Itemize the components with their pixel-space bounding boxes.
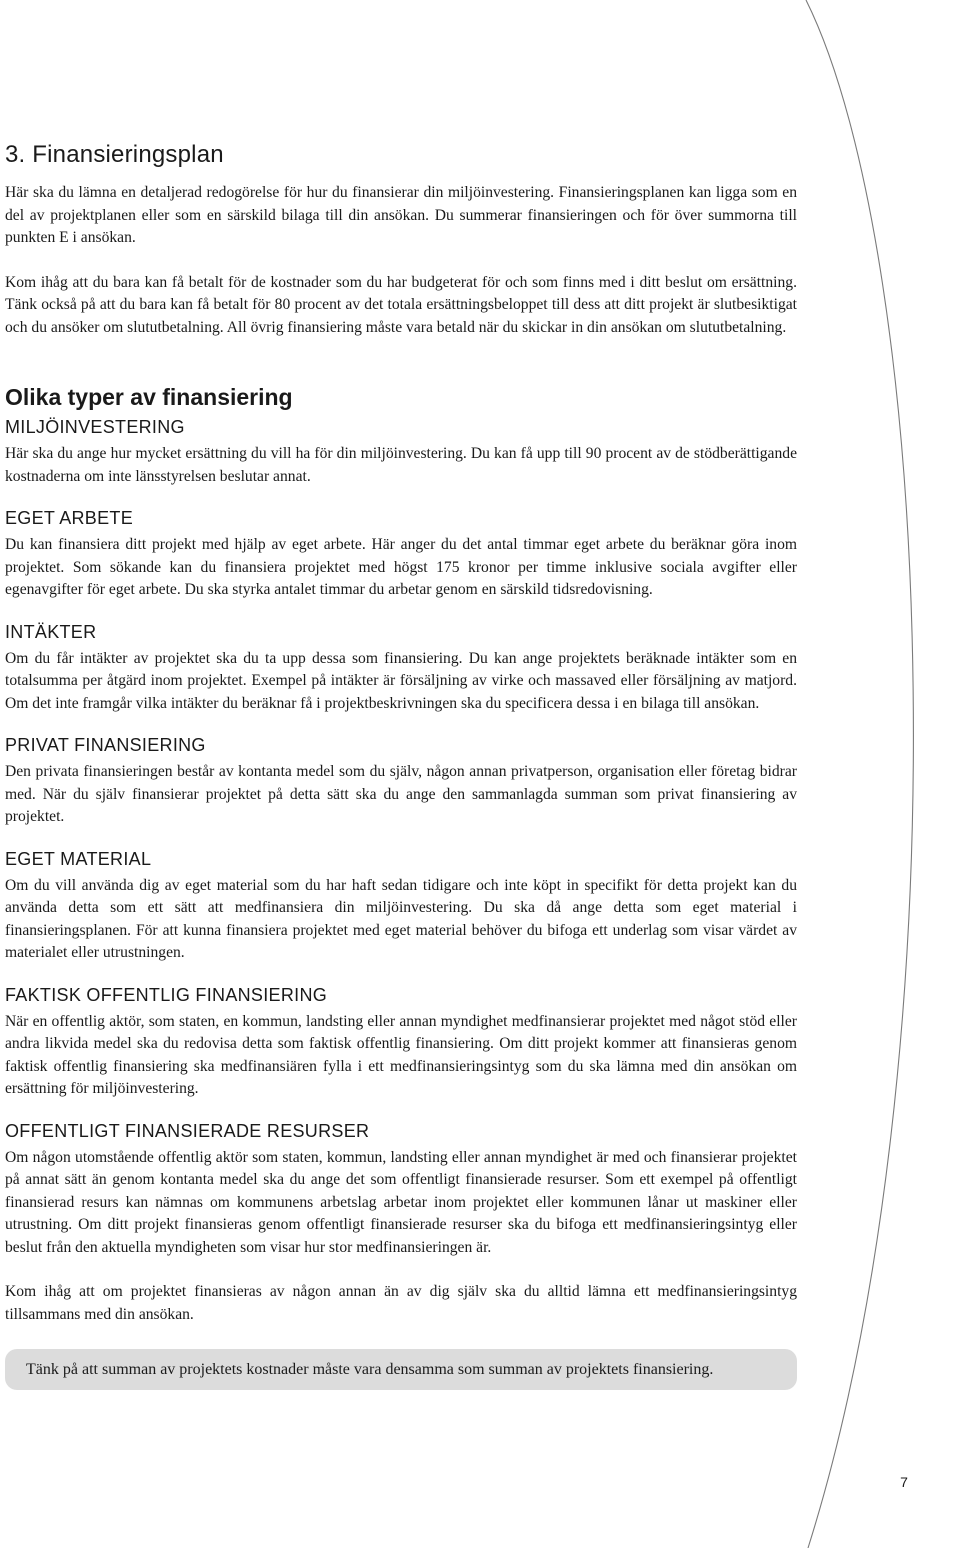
subsection-paragraph: Du kan finansiera ditt projekt med hjälp av eget arbete. Här anger du det antal timmar eget arbete du beräknar göra inom projektet. Som sökande kan du finansiera projektet med högst 175 kronor per timme inklusive sociala avgifter eller egenavgifter för eget arbete. Du ska styrka antalet timmar du arbetar genom en särskild tidsredovisning. (5, 536, 797, 598)
note-text: Tänk på att summan av projektets kostnader måste vara densamma som summan av projektets finansiering. (26, 1361, 714, 1378)
subsection-offentligt-finansierade-resurser (5, 1119, 797, 1327)
subsection-heading: FAKTISK OFFENTLIG FINANSIERING (5, 984, 328, 1005)
section-title: Olika typer av finansiering (5, 384, 293, 410)
intro-paragraph-2: Kom ihåg att du bara kan få betalt för de kostnader som du har budgeterat för och som finns med i ditt beslut om ersättning. Tänk också på att du bara kan få betalt för 80 procent av det totala ersättningsbeloppet till dess att ditt projekt är slutbesiktigat och du ansöker om slututbetalning. All övrig finansiering måste vara betald när du skickar in din ansökan om slututbetalning. (5, 273, 797, 336)
subsection-paragraph: Om du får intäkter av projektet ska du ta upp dessa som finansiering. Du kan ange projektets beräknade intäkter som en totalsumma per åtgärd inom projektet. Exempel på intäkter är försäljning av virke och massaved eller försäljning av matjord. Om det inte framgår vilka intäkter du beräknar få i projektbeskrivningen ska du specificera dessa i en bilaga till ansökan. (5, 649, 797, 712)
subsection-paragraph: Om någon utomstående offentlig aktör som staten, kommun, landsting eller annan myndighet är med och finansierar projektet på annat sätt än genom kontanta medel ska du ange det som offentligt finansierade resurser. Som ett exempel på offentligt finansierad resurs kan nämnas om kommunens arbetslag arbetar inom projektet eller kommunen lånar ut maskiner eller utrustning. Om ditt projekt finansieras genom offentligt finansierade resurser ska du bifoga ett medfinansieringsintyg eller beslut från den aktuella myndigheten som visar hur stor medfinansieringen är. (5, 1148, 797, 1256)
subsection-heading: PRIVAT FINANSIERING (5, 735, 206, 755)
subsection-heading: EGET ARBETE (5, 508, 134, 528)
reminder-paragraph: Kom ihåg att om projektet finansieras av någon annan än av dig själv ska du alltid lämna ett medfinansieringsintyg tillsammans med din ansökan. (5, 1283, 797, 1323)
subsection-heading: INTÄKTER (5, 621, 97, 642)
subsection-paragraph: Den privata finansieringen består av kontanta medel som du själv, någon annan privatperson, organisation eller företag bidrar med. När du själv finansierar projektet på detta sätt ska du ange den sammanlagda summan som privat finansiering av projektet. (5, 763, 797, 825)
note-box (5, 1349, 797, 1390)
subsection-heading: MILJÖINVESTERING (5, 417, 185, 437)
subsection-eget-material (5, 847, 797, 965)
subsection-paragraph: Här ska du ange hur mycket ersättning du vill ha för din miljöinvestering. Du kan få upp till 90 procent av de stödberättigande kostnaderna om inte länsstyrelsen beslutar annat. (5, 445, 797, 485)
subsection-paragraph: När en offentlig aktör, som staten, en kommun, landsting eller annan myndighet medfinansierar projektet med något stöd eller andra likvida medel ska du redovisa detta som faktisk offentlig finansiering. Om ditt projekt kommer att finansieras genom faktisk offentlig finansiering ska medfinansiären fylla i ett medfinansieringsintyg som du ska lämna med din ansökan om ersättning för miljöinvestering. (5, 1012, 797, 1097)
subsection-heading: OFFENTLIGT FINANSIERADE RESURSER (5, 1120, 370, 1141)
subsection-privat-finansiering (5, 733, 797, 829)
subsection-eget-arbete (5, 506, 797, 602)
chapter-title: 3. Finansieringsplan (5, 141, 224, 168)
subsection-miljoinvestering (5, 415, 797, 488)
subsection-faktisk-offentlig-finansiering (5, 983, 797, 1101)
subsection-heading: EGET MATERIAL (5, 848, 152, 869)
page-number: 7 (900, 1474, 908, 1490)
subsection-intakter (5, 620, 797, 716)
page-content (5, 140, 797, 1390)
subsection-paragraph: Om du vill använda dig av eget material som du har haft sedan tidigare och inte köpt in specifikt för detta projekt kan du använda detta som ett sätt att medfinansiera din miljöinvestering. Du ska då ange detta som eget material i finansieringsplanen. För att kunna finansiera projektet med eget material behöver du bifoga ett underlag som visar värdet av materialet eller utrustningen. (5, 876, 797, 961)
intro-paragraph-1: Här ska du lämna en detaljerad redogörelse för hur du finansierar din miljöinvestering. Finansieringsplanen kan ligga som en del av projektplanen eller som en särskild bilaga till din ansökan. Du summerar finansieringen och för över summorna till punkten E i ansökan. (5, 184, 797, 246)
